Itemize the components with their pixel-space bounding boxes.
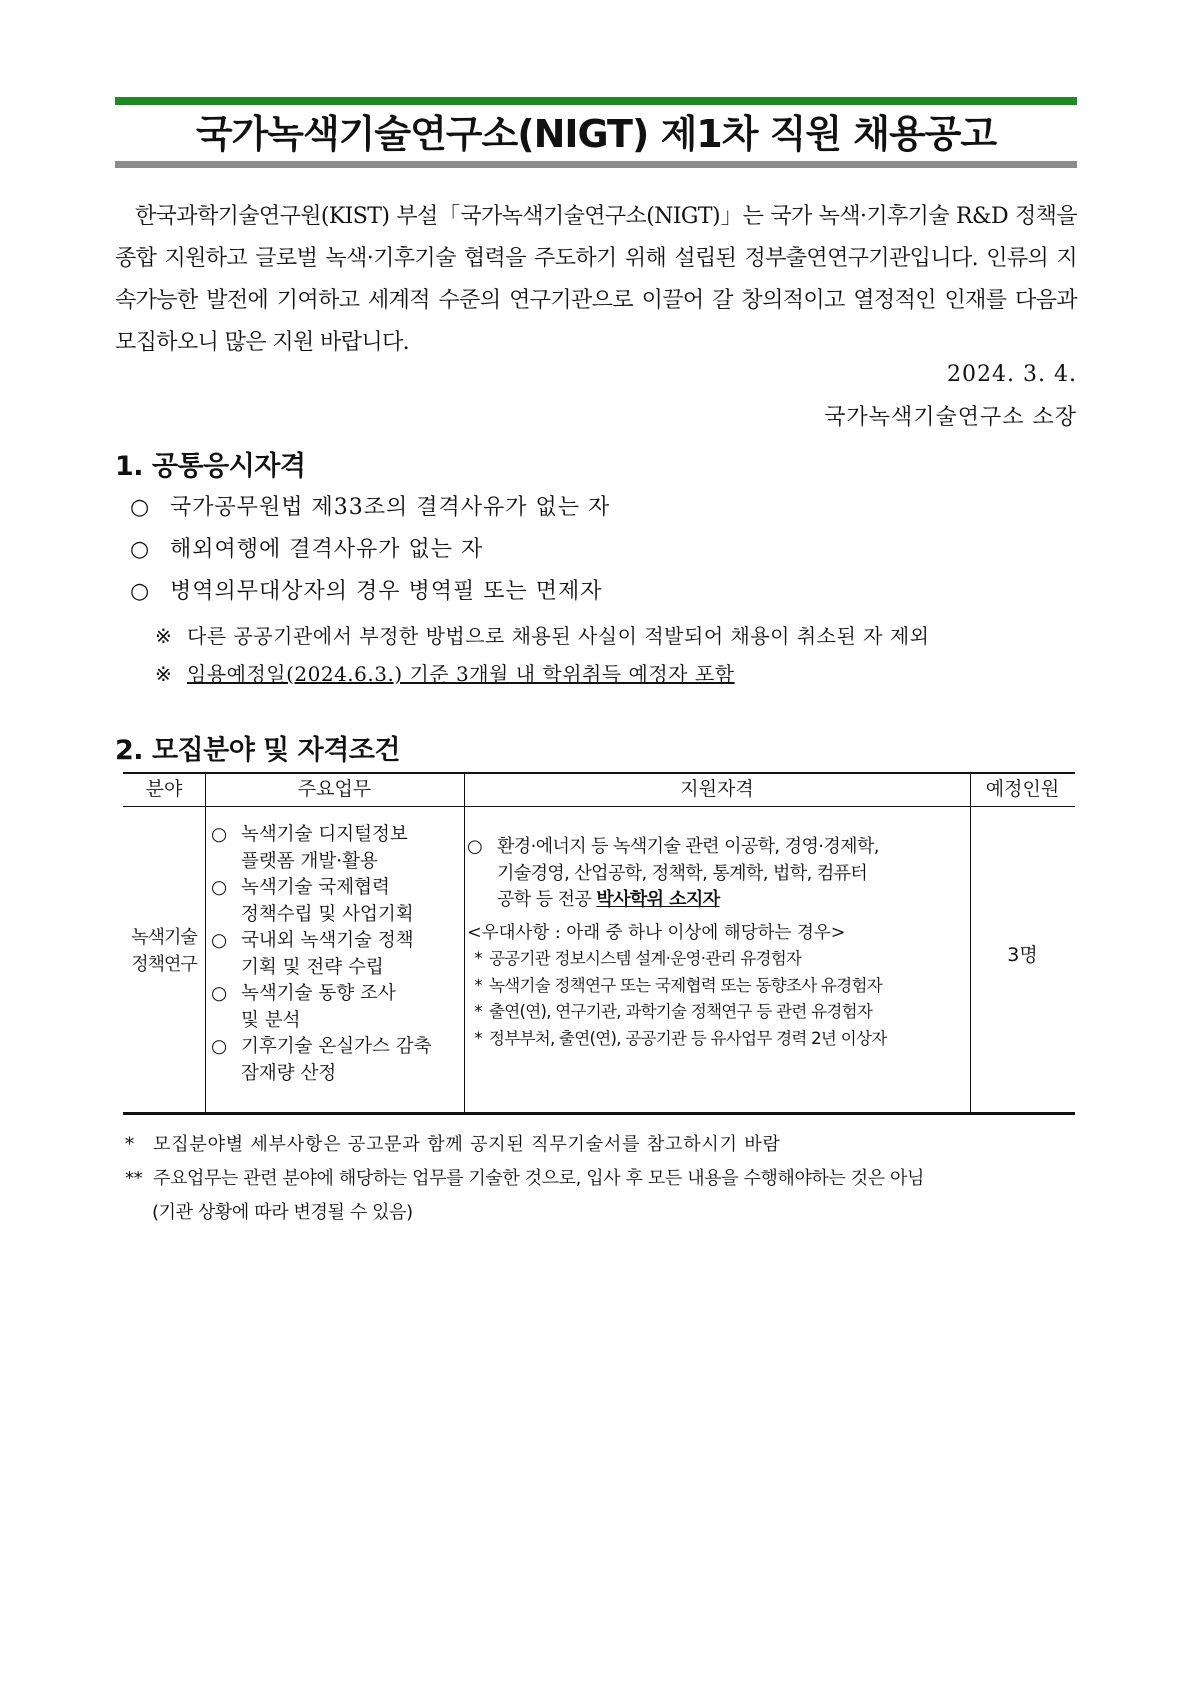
header-duties: 주요업무 [297, 778, 372, 800]
duty-item: ○ 기후기술 온실가스 감축 잠재량 산정 [211, 1036, 432, 1084]
note-degree: ※ 임용예정일(2024.6.3.) 기준 3개월 내 학위취득 예정자 포함 [155, 662, 735, 686]
column-divider [464, 772, 465, 1113]
duty-item: ○ 국내외 녹색기술 정책 기획 및 전략 수립 [211, 930, 414, 978]
table-bottom-border [123, 1112, 1075, 1115]
qualifications-cell [467, 834, 970, 1052]
preference-heading: <우대사항 : 아래 중 하나 이상에 해당하는 경우> [467, 922, 846, 943]
circle-bullet: ○ [130, 579, 151, 604]
degree-requirement: ○ 환경·에너지 등 녹색기술 관련 이공학, 경영·경제학, 기술경영, 산업공학, 정책학, 통계학, 법학, 컴퓨터 공학 등 전공 박사학위 소지자 [467, 836, 879, 910]
qualification-item: ○ 병역의무대상자의 경우 병역필 또는 면제자 [130, 579, 603, 604]
header-headcount: 예정인원 [985, 778, 1060, 800]
recruitment-table [123, 772, 1075, 1114]
reference-mark: ※ [155, 624, 173, 648]
announcement-date: 2024. 3. 4. [947, 362, 1077, 387]
header-qualifications: 지원자격 [680, 778, 754, 800]
preference-item: * 정부부처, 출연(연), 공공기관 등 유사업무 경력 2년 이상자 [474, 1028, 887, 1048]
preference-item: * 공공기관 정보시스템 설계·운영·관리 유경험자 [474, 949, 802, 968]
column-divider [205, 772, 206, 1113]
signature: 국가녹색기술연구소 소장 [824, 405, 1077, 430]
duty-item: ○ 녹색기술 동향 조사 및 분석 [211, 983, 396, 1031]
circle-bullet: ○ [130, 495, 151, 520]
circle-bullet: ○ [130, 537, 151, 562]
intro-paragraph: 한국과학기술연구원(KIST) 부설「국가녹색기술연구소(NIGT)」는 국가 녹색·기후기술 R&D 정책을 종합 지원하고 글로벌 녹색·기후기술 협력을 주도하기 위해 설립된 정부출연연구기관입니다. 인류의 지속가능한 발전에 기여하고 세계적 수준의 연구기관으로 이끌어 갈 창의적이고 열정적인 인재를 다음과 모집하오니 많은 지원 바랍니다. [115, 204, 1077, 355]
title-bottom-bar [115, 161, 1077, 168]
footnote-details: * 모집분야별 세부사항은 공고문과 함께 공지된 직무기술서를 참고하시기 바람 [125, 1134, 781, 1155]
page-title: 국가녹색기술연구소(NIGT) 제1차 직원 채용공고 [195, 112, 997, 156]
reference-mark: ※ [155, 662, 173, 686]
section1-heading: 1. 공통응시자격 [115, 451, 306, 482]
table-header-divider [123, 806, 1075, 807]
header-field: 분야 [145, 778, 183, 800]
headcount-cell: 3명 [1007, 944, 1038, 966]
field-cell: 녹색기술 정책연구 [131, 927, 197, 975]
title-top-bar [115, 97, 1077, 105]
qualification-item: ○ 해외여행에 결격사유가 없는 자 [130, 537, 484, 562]
note-exclusion: ※ 다른 공공기관에서 부정한 방법으로 채용된 사실이 적발되어 채용이 취소된 자 제외 [155, 624, 930, 648]
duty-item: ○ 녹색기술 디지털정보 플랫폼 개발·활용 [211, 824, 408, 872]
footnote-change: (기관 상황에 따라 변경될 수 있음) [152, 1202, 413, 1223]
duties-cell [211, 822, 463, 1087]
preference-item: * 녹색기술 정책연구 또는 국제협력 또는 동향조사 유경험자 [474, 975, 883, 995]
preference-item: * 출연(연), 연구기관, 과학기술 정책연구 등 관련 유경험자 [474, 1002, 873, 1021]
duty-item: ○ 녹색기술 국제협력 정책수립 및 사업기획 [211, 877, 414, 925]
qualification-item: ○ 국가공무원법 제33조의 결격사유가 없는 자 [130, 495, 611, 520]
footnote-duties: ** 주요업무는 관련 분야에 해당하는 업무를 기술한 것으로, 입사 후 모든 내용을 수행해야하는 것은 아님 [125, 1168, 925, 1189]
section2-heading: 2. 모집분야 및 자격조건 [115, 735, 400, 766]
phd-required: 박사학위 소지자 [596, 889, 720, 910]
